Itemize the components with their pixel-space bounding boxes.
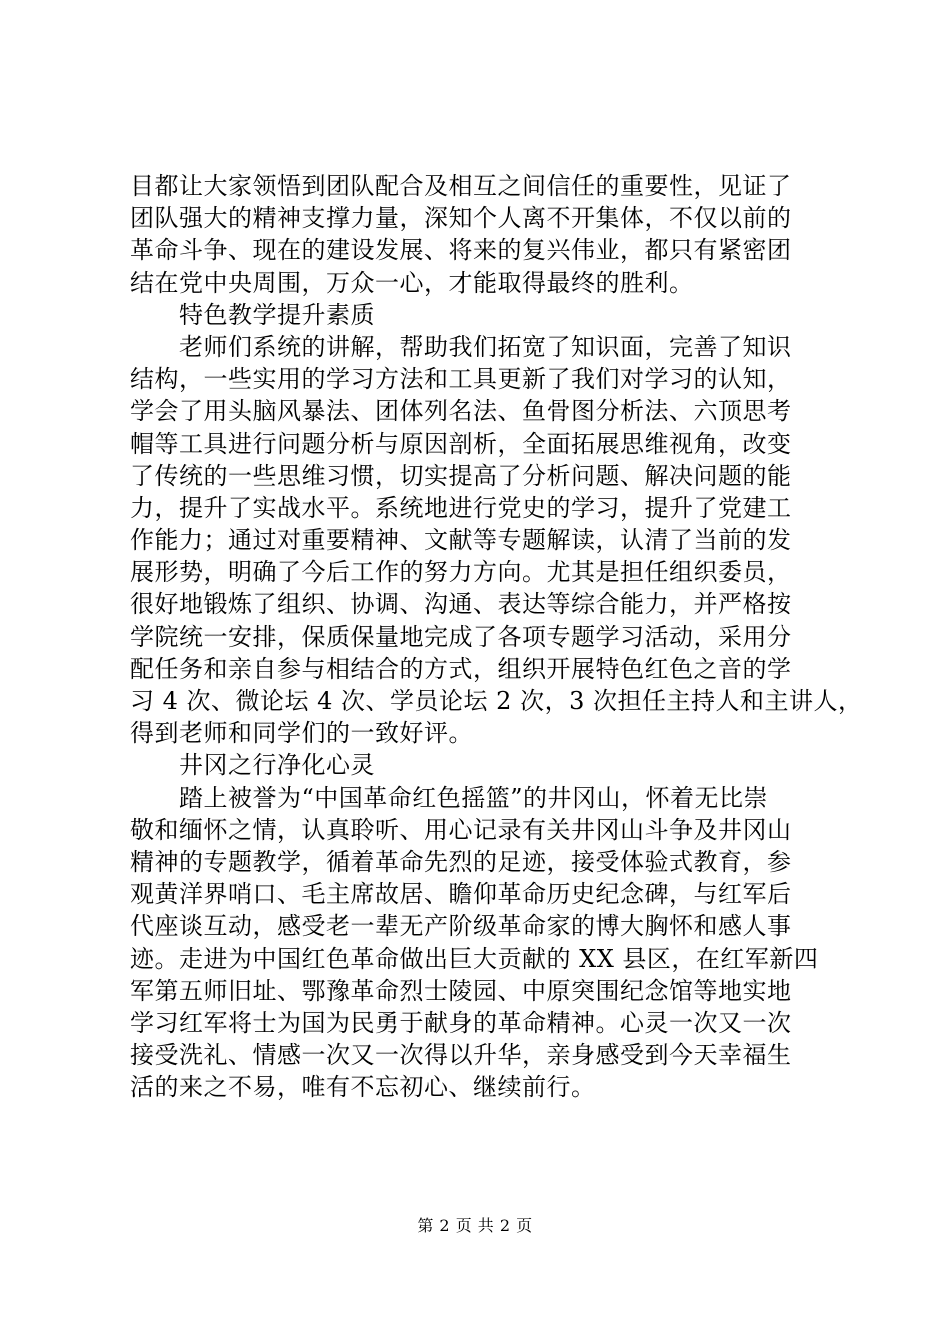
text-line: 观黄洋界哨口、毛主席故居、瞻仰革命历史纪念碑，与红军后 [130,880,792,909]
text-line: 踏上被誉为“中国革命红色摇篮”的井冈山，怀着无比崇 [179,783,769,812]
text-line: 很好地锻炼了组织、协调、沟通、表达等综合能力，并严格按 [130,590,792,619]
text-line: 革命斗争、现在的建设发展、将来的复兴伟业，都只有紧密团 [130,236,792,265]
text-line: 得到老师和同学们的一致好评。 [130,719,473,748]
text-line: 力，提升了实战水平。系统地进行党史的学习，提升了党建工 [130,493,792,522]
text-line: 习 4 次、微论坛 4 次、学员论坛 2 次，3 次担任主持人和主讲人， [130,687,863,715]
text-line: 精神的专题教学，循着革命先烈的足迹，接受体验式教育，参 [130,847,792,876]
text-line: 团队强大的精神支撑力量，深知个人离不开集体，不仅以前的 [130,204,792,233]
document-body [130,170,863,1103]
section-heading: 特色教学提升素质 [179,300,375,329]
page-number: 第 2 页 共 2 页 [417,1216,533,1235]
text-line: 配任务和亲自参与相结合的方式，组织开展特色红色之音的学 [130,654,792,683]
text-line: 军第五师旧址、鄂豫革命烈士陵园、中原突围纪念馆等地实地 [130,976,792,1005]
text-line: 代座谈互动，感受老一辈无产阶级革命家的博大胸怀和感人事 [130,912,792,941]
text-line: 迹。走进为中国红色革命做出巨大贡献的 XX 县区，在红军新四 [130,944,819,973]
text-line: 目都让大家领悟到团队配合及相互之间信任的重要性，见证了 [130,172,792,200]
text-line: 展形势，明确了今后工作的努力方向。尤其是担任组织委员， [130,558,792,587]
text-line: 活的来之不易，唯有不忘初心、继续前行。 [130,1073,596,1102]
text-line: 接受洗礼、情感一次又一次得以升华，亲身感受到今天幸福生 [130,1041,792,1070]
text-line: 学习红军将士为国为民勇于献身的革命精神。心灵一次又一次 [130,1008,792,1037]
text-line: 老师们系统的讲解，帮助我们拓宽了知识面，完善了知识 [179,332,792,361]
text-line: 学会了用头脑风暴法、团体列名法、鱼骨图分析法、六顶思考 [130,397,792,426]
text-line: 了传统的一些思维习惯，切实提高了分析问题、解决问题的能 [130,461,792,490]
text-line: 学院统一安排，保质保量地完成了各项专题学习活动，采用分 [130,622,792,651]
text-line: 作能力；通过对重要精神、文献等专题解读，认清了当前的发 [130,526,792,555]
text-line: 结构，一些实用的学习方法和工具更新了我们对学习的认知， [130,365,792,394]
text-line: 结在党中央周围，万众一心，才能取得最终的胜利。 [130,268,694,297]
text-line: 帽等工具进行问题分析与原因剖析，全面拓展思维视角，改变 [130,429,792,458]
text-line: 敬和缅怀之情，认真聆听、用心记录有关井冈山斗争及井冈山 [130,815,792,844]
section-heading: 井冈之行净化心灵 [179,751,375,780]
